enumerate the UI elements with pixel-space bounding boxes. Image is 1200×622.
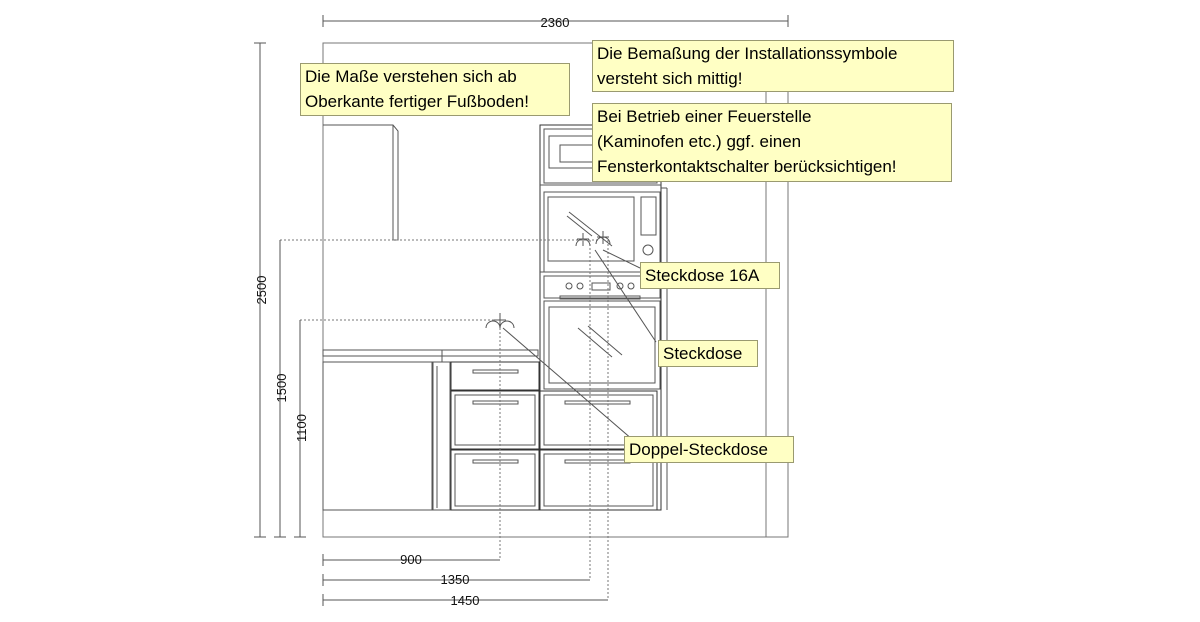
drawer-cabinet	[451, 362, 539, 510]
dimension-1100-label: 1100	[294, 414, 309, 442]
dimension-1450	[323, 593, 608, 608]
wall-cabinet	[323, 125, 398, 240]
label-outlet: Steckdose	[658, 340, 758, 367]
dimension-900	[323, 552, 500, 567]
label-outlet-16a: Steckdose 16A	[640, 262, 780, 289]
note-measure-reference-line-2: Oberkante fertiger Fußboden!	[305, 92, 529, 111]
countertop	[323, 350, 538, 362]
note-fireplace-warning-line-3: Fensterkontaktschalter berücksichtigen!	[597, 157, 897, 176]
dimension-2360-label: 2360	[540, 15, 570, 30]
dimension-1350	[323, 572, 590, 587]
dimension-1350-label: 1350	[440, 572, 470, 587]
note-fireplace-warning-line-2: (Kaminofen etc.) ggf. einen	[597, 132, 802, 151]
note-measure-reference-line-1: Die Maße verstehen sich ab	[305, 67, 517, 86]
note-symbol-dimension-line-2: versteht sich mittig!	[597, 69, 743, 88]
dimension-1100	[294, 320, 309, 537]
dimension-2360	[323, 15, 788, 30]
dimension-1450-label: 1450	[450, 593, 480, 608]
note-measure-reference	[300, 63, 570, 116]
note-fireplace-warning	[592, 103, 952, 182]
dimension-2500-label: 2500	[254, 275, 269, 305]
note-symbol-dimension	[592, 40, 954, 92]
dimension-1500	[274, 240, 289, 537]
dimension-900-label: 900	[400, 552, 422, 567]
note-symbol-dimension-line-1: Die Bemaßung der Installationssymbole	[597, 44, 898, 63]
double-outlet-symbol	[486, 313, 514, 328]
dimension-1500-label: 1500	[274, 373, 289, 403]
dimension-2500	[254, 43, 269, 537]
label-double-outlet: Doppel-Steckdose	[624, 436, 794, 463]
note-fireplace-warning-line-1: Bei Betrieb einer Feuerstelle	[597, 107, 812, 126]
